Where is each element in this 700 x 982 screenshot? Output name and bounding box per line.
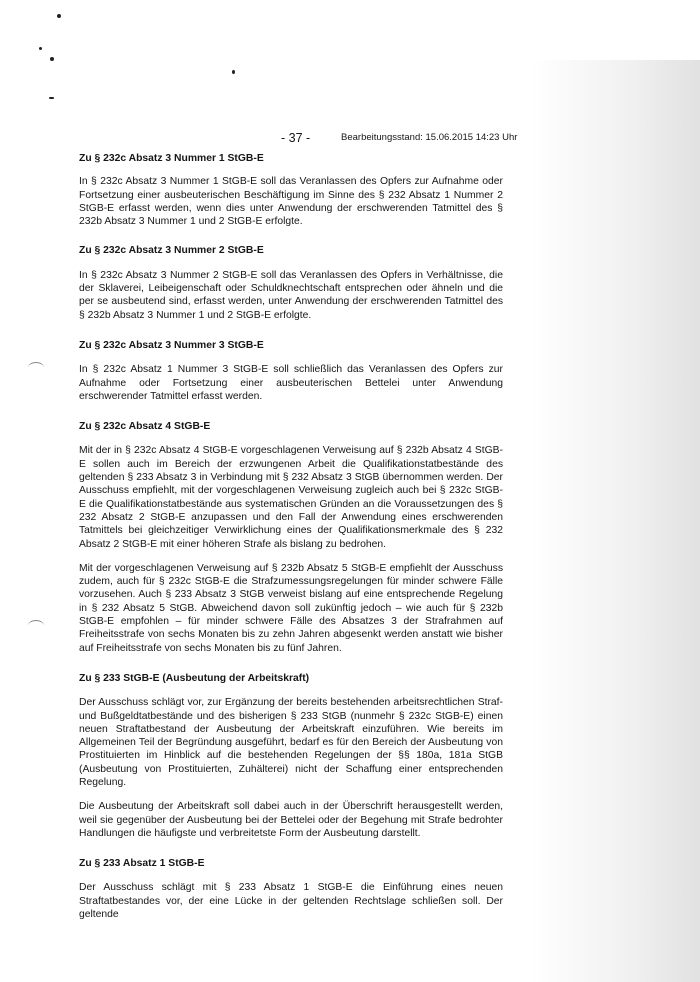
scan-speck [50,57,54,61]
scan-speck [39,47,42,50]
scan-shading [530,60,700,982]
body-paragraph: In § 232c Absatz 3 Nummer 2 StGB-E soll das Veranlassen des Opfers in Verhältnisse, die der Sklaverei, Leibeigenschaft oder Schuldknechtschaft entsprechen oder ähneln und die per se ausbeutend sind, erfasst werden, unter Anwendung der erschwerenden Tatmittel des § 232b Absatz 3 Nummer 1 und 2 StGB-E erfolgte. [79,269,503,321]
section-heading: Zu § 232c Absatz 3 Nummer 3 StGB-E [79,339,264,351]
scan-speck [57,14,61,18]
section-heading: Zu § 232c Absatz 3 Nummer 1 StGB-E [79,153,264,164]
margin-mark [28,620,44,631]
section-heading: Zu § 232c Absatz 3 Nummer 2 StGB-E [79,245,264,257]
section-heading: Zu § 233 Absatz 1 StGB-E [79,858,205,870]
body-paragraph: Der Ausschuss schlägt vor, zur Ergänzung der bereits bestehenden arbeitsrechtlichen Straf- und Bußgeldtatbestände und des bisherigen § 233 StGB (nunmehr § 232c StGB-E) einen neuen Straftatbestand der Ausbeutung der Arbeitskraft einzuführen. Wie bereits im Allgemeinen Teil der Begründung ausgeführt, bedarf es für den Bereich der Ausbeutung von Prostituierten im Hinblick auf die bestehenden Regelungen der §§ 180a, 181a StGB (Ausbeutung von Prostituierten, Zuhälterei) nicht der Schaffung einer entsprechenden Regelung. [79,697,503,788]
scan-speck [232,70,235,74]
scan-speck [49,97,54,99]
edit-status: Bearbeitungsstand: 15.06.2015 14:23 Uhr [341,132,518,143]
body-paragraph: In § 232c Absatz 1 Nummer 3 StGB-E soll schließlich das Veranlassen des Opfers zur Aufnahme oder Fortsetzung einer ausbeuterischen Bettelei unter Anwendung erschwerender Tatmittel erfasst werden. [79,364,503,402]
section-heading: Zu § 232c Absatz 4 StGB-E [79,421,211,433]
body-paragraph: Der Ausschuss schlägt mit § 233 Absatz 1 StGB-E die Einführung eines neuen Straftatbestandes vor, der eine Lücke in der geltenden Rechtslage schließen soll. Der geltende [79,882,503,921]
page-header [0,131,700,147]
body-paragraph: Mit der in § 232c Absatz 4 StGB-E vorgeschlagenen Verweisung auf § 232b Absatz 4 StGB-E sollen auch im Bereich der erzwungenen Arbeit die Qualifikationstatbestände des geltenden § 233 Absatz 3 in Verbindung mit § 232 Absatz 3 StGB übernommen werden. Der Ausschuss empfiehlt, mit der vorgeschlagenen Verweisung zugleich auch bei § 232c StGB-E die Qualifikationstatbestände aus systematischen Gründen an die Voraussetzungen des § 232 Absatz 2 StGB-E anzupassen und den Fall der Anwendung eines erschwerenden Tatmittels bei gleichzeitiger Verwirklichung eines der Qualifikationsmerkmale des § 232 Absatz 2 StGB-E mit einer höheren Strafe als bislang zu bedrohen. [79,445,503,550]
body-paragraph: Die Ausbeutung der Arbeitskraft soll dabei auch in der Überschrift herausgestellt werden, weil sie gegenüber der Ausbeutung bei der Bettelei oder der Begehung mit Strafe bedrohter Handlungen die häufigste und verbreitetste Form der Ausbeutung darstellt. [79,801,503,839]
section-heading: Zu § 233 StGB-E (Ausbeutung der Arbeitskraft) [79,672,310,684]
margin-mark [28,362,44,373]
document-body [79,152,503,921]
page-number: - 37 - [281,131,311,145]
body-paragraph: Mit der vorgeschlagenen Verweisung auf § 232b Absatz 5 StGB-E empfiehlt der Ausschuss zudem, auch für § 232c StGB-E die Strafzumessungsregelungen für minder schwere Fälle vorzusehen. Auch § 233 Absatz 3 StGB verweist bislang auf eine entsprechende Regelung in § 232 Absatz 5 StGB. Abweichend davon soll zukünftig jedoch – wie auch für § 232b StGB-E empfohlen – für minder schwere Fälle des Absatzes 3 der Strafrahmen auf Freiheitsstrafe von sechs Monaten bis zu zehn Jahren abgesenkt werden anstatt wie bisher auf Freiheitsstrafe von sechs Monaten bis zu fünf Jahren. [79,562,503,654]
body-paragraph: In § 232c Absatz 3 Nummer 1 StGB-E soll das Veranlassen des Opfers zur Aufnahme oder Fortsetzung einer ausbeuterischen Beschäftigung im Sinne des § 232 Absatz 1 Nummer 2 StGB-E erfasst werden, wenn dies unter Anwendung der erschwerenden Tatmittel des § 232b Absatz 3 Nummer 1 und 2 StGB-E erfolgte. [79,176,503,228]
